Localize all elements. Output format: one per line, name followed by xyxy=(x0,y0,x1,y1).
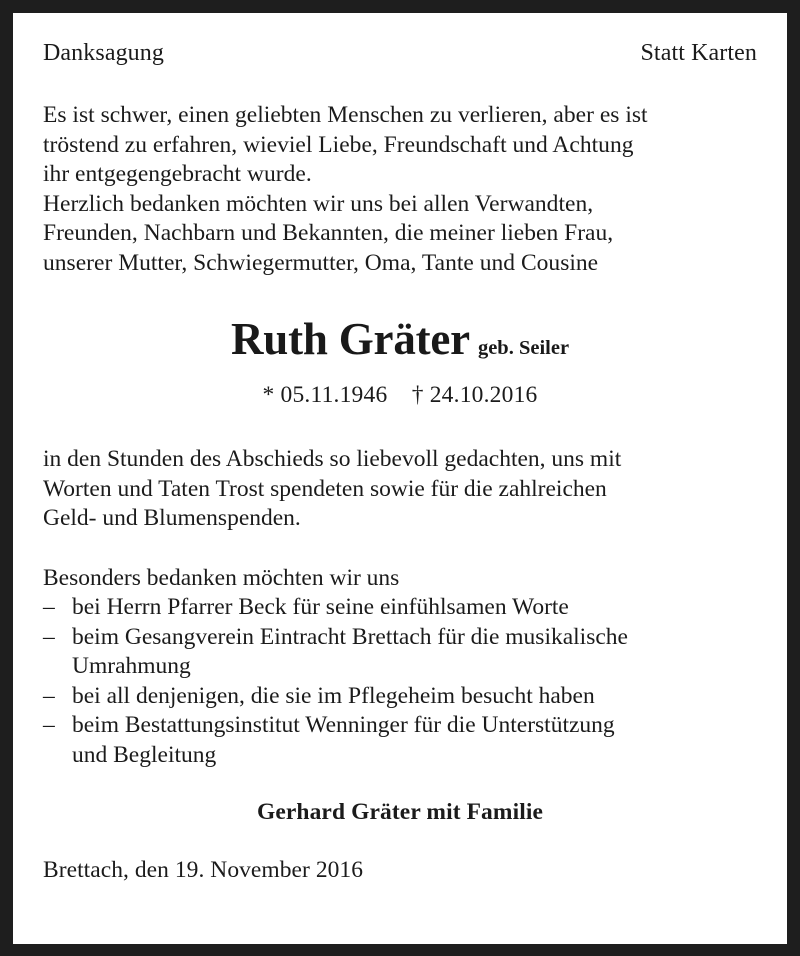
deceased-name-block xyxy=(43,314,757,409)
intro-line: Freunden, Nachbarn und Bekannten, die meiner lieben Frau, xyxy=(43,220,614,246)
continuation-line: Geld- und Blumenspenden. xyxy=(43,505,301,531)
list-item-line: Umrahmung xyxy=(72,653,191,679)
continuation-line: in den Stunden des Abschieds so liebevoll gedachten, uns mit xyxy=(43,446,622,472)
continuation-text xyxy=(43,445,757,534)
intro-line: Herzlich bedanken möchten wir uns bei allen Verwandten, xyxy=(43,190,594,217)
continuation-line: Worten und Taten Trost spendeten sowie für die zahlreichen xyxy=(43,475,607,502)
intro-text xyxy=(43,101,757,278)
header-label-danksagung: Danksagung xyxy=(43,40,164,66)
thanks-intro: Besonders bedanken möchten wir uns xyxy=(43,564,400,591)
list-item-line: beim Bestattungsinstitut Wenninger für die Unterstützung xyxy=(72,712,615,738)
list-item-line: bei Herrn Pfarrer Beck für seine einfühlsamen Worte xyxy=(72,594,569,620)
list-item xyxy=(43,593,757,623)
deceased-name-line xyxy=(43,314,757,373)
list-item xyxy=(43,623,757,682)
intro-line: Es ist schwer, einen geliebten Menschen zu verlieren, aber es ist xyxy=(43,102,648,128)
intro-line: ihr entgegengebracht wurde. xyxy=(43,161,312,187)
intro-line: tröstend zu erfahren, wieviel Liebe, Freundschaft und Achtung xyxy=(43,131,634,158)
obituary-card xyxy=(13,13,787,944)
dash-bullet-icon: – xyxy=(43,623,55,650)
notice-header xyxy=(43,39,757,67)
footer-place-date: Brettach, den 19. November 2016 xyxy=(43,857,364,883)
thanks-list xyxy=(43,593,757,770)
list-item-line: bei all denjenigen, die sie im Pflegeheim besucht haben xyxy=(72,682,595,709)
dash-bullet-icon: – xyxy=(43,594,55,620)
list-item xyxy=(43,682,757,712)
list-item-line: und Begleitung xyxy=(72,741,217,768)
dash-bullet-icon: – xyxy=(43,682,55,709)
deceased-maiden-name: geb. Seiler xyxy=(477,337,570,359)
special-thanks-section xyxy=(43,564,757,771)
deceased-name: Ruth Gräter xyxy=(230,314,470,364)
intro-line: unserer Mutter, Schwiegermutter, Oma, Tante und Cousine xyxy=(43,249,599,276)
header-label-statt-karten: Statt Karten xyxy=(640,40,757,66)
list-item-line: beim Gesangverein Eintracht Brettach für die musikalische xyxy=(72,623,628,650)
list-item xyxy=(43,711,757,770)
dash-bullet-icon: – xyxy=(43,712,55,738)
life-dates: * 05.11.1946 † 24.10.2016 xyxy=(262,382,538,408)
signature-line: Gerhard Gräter mit Familie xyxy=(256,799,544,825)
